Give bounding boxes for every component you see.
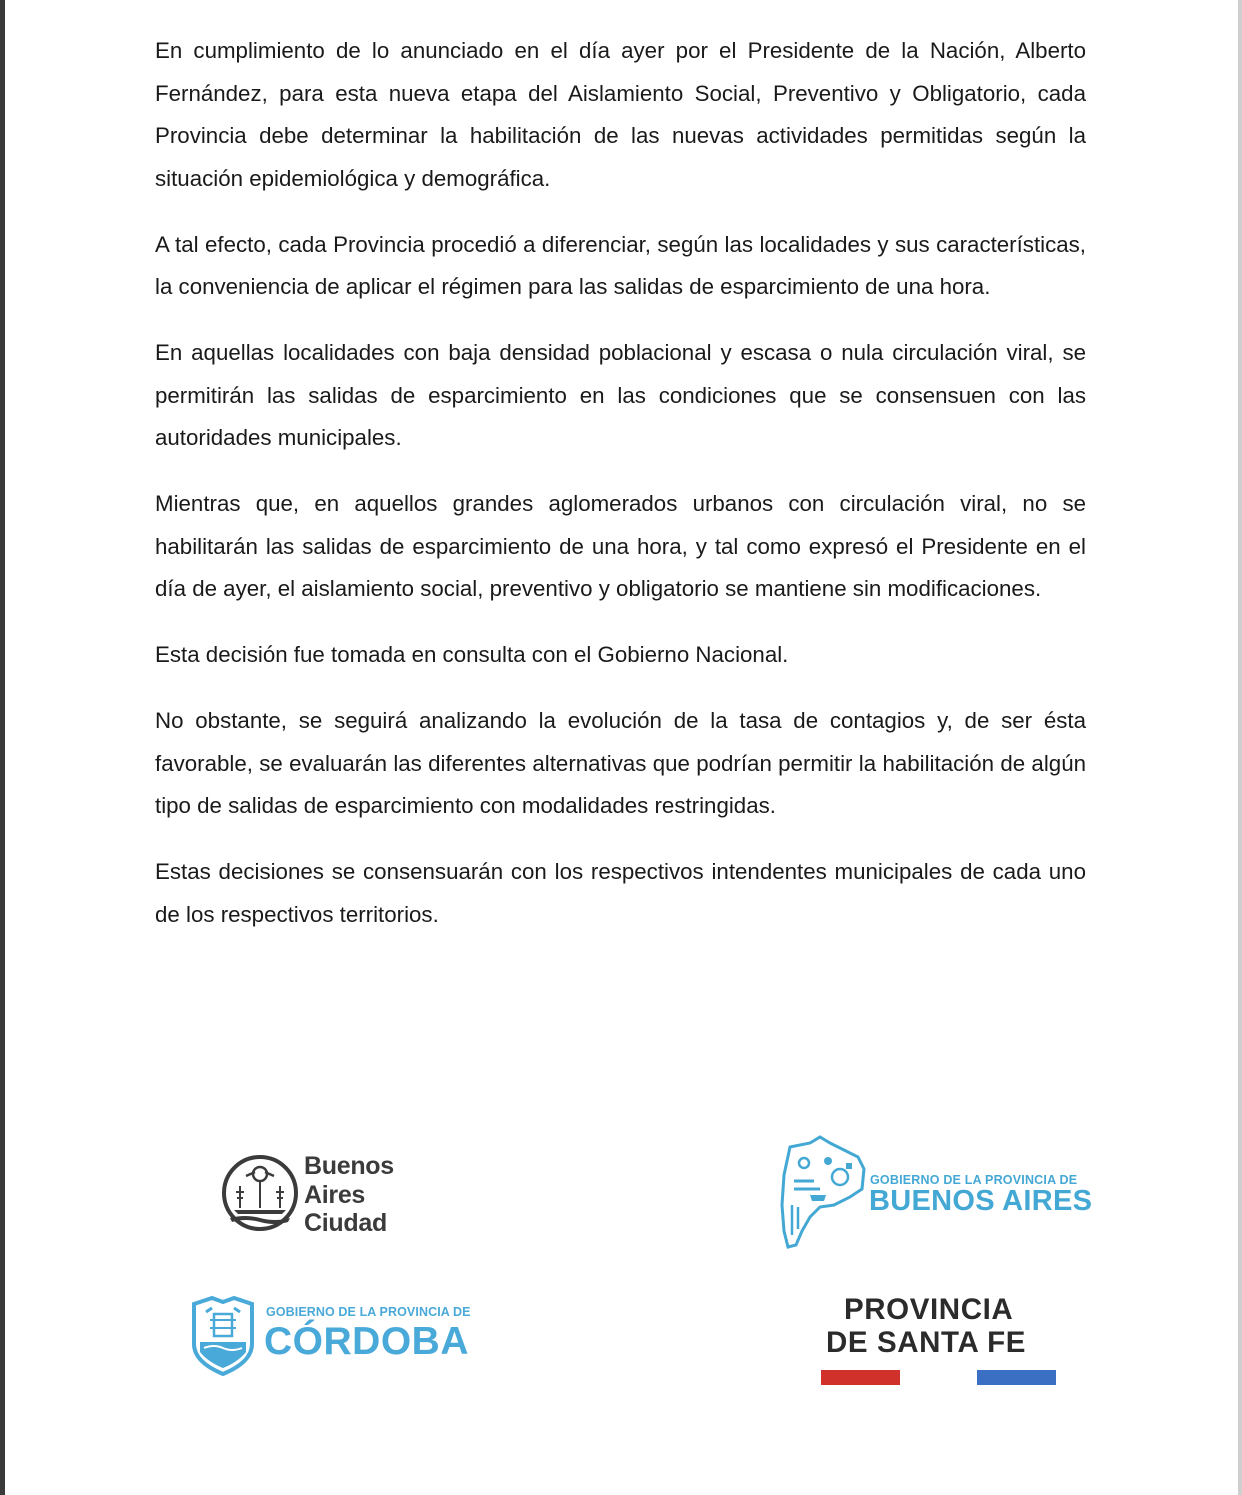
cordoba-logo-big-text: CÓRDOBA xyxy=(264,1320,469,1363)
santa-fe-blue-bar xyxy=(977,1370,1056,1385)
paragraph-4: Mientras que, en aquellos grandes aglomerados urbanos con circulación viral, no se habilitarán las salidas de esparcimiento de una hora, y tal como expresó el Presidente en el día de ayer, el aislamiento social, preventivo y obligatorio se mantiene sin modificaciones. xyxy=(155,491,1086,601)
wordmark-line-2: Aires xyxy=(304,1180,366,1209)
paragraph-6: No obstante, se seguirá analizando la evolución de la tasa de contagios y, de ser ésta favorable, se evaluarán las diferentes alternativas que podrían permitir la habilitación de algún tipo de salidas de esparcimiento con modalidades restringidas. xyxy=(155,708,1086,818)
paragraph-2: A tal efecto, cada Provincia procedió a diferenciar, según las localidades y sus características, la conveniencia de aplicar el régimen para las salidas de esparcimiento de una hora. xyxy=(155,231,1086,299)
santa-fe-logo-line-2: DE SANTA FE xyxy=(826,1326,1026,1359)
santa-fe-red-bar xyxy=(821,1370,900,1385)
cordoba-logo xyxy=(190,1296,480,1376)
cordoba-shield-icon xyxy=(190,1296,256,1376)
cordoba-logo-small-text: GOBIERNO DE LA PROVINCIA DE xyxy=(266,1305,471,1319)
wordmark-line-3: Ciudad xyxy=(304,1209,387,1237)
pba-logo-big-text: BUENOS AIRES xyxy=(869,1185,1093,1217)
paragraph-1: En cumplimiento de lo anunciado en el día ayer por el Presidente de la Nación, Alberto Fernández, para esta nueva etapa del Aislamiento Social, Preventivo y Obligatorio, cada Provincia debe determinar la habilitación de las nuevas actividades permitidas según la situación epidemiológica y demográfica. xyxy=(155,38,1086,191)
buenos-aires-ciudad-logo xyxy=(222,1152,422,1237)
page-edge-right xyxy=(1238,0,1242,1495)
paragraph-7: Estas decisiones se consensuarán con los respectivos intendentes municipales de cada uno de los respectivos territorios. xyxy=(155,859,1086,927)
pba-logo-small-text: GOBIERNO DE LA PROVINCIA DE xyxy=(870,1173,1078,1187)
buenos-aires-ciudad-wordmark xyxy=(304,1152,394,1238)
santa-fe-logo-line-1: PROVINCIA xyxy=(844,1293,1014,1326)
wordmark-line-1: Buenos xyxy=(304,1152,394,1180)
city-seal-icon xyxy=(222,1152,298,1234)
document-body xyxy=(155,30,1086,960)
page-edge-left xyxy=(0,0,5,1495)
province-map-icon xyxy=(780,1135,866,1250)
paragraph-3: En aquellas localidades con baja densidad poblacional y escasa o nula circulación viral, se permitirán las salidas de esparcimiento en las condiciones que se consensuen con las autoridades municipales. xyxy=(155,340,1086,450)
paragraph-5: Esta decisión fue tomada en consulta con el Gobierno Nacional. xyxy=(155,642,789,667)
santa-fe-logo xyxy=(820,1290,1060,1390)
provincia-buenos-aires-logo xyxy=(780,1135,1100,1250)
